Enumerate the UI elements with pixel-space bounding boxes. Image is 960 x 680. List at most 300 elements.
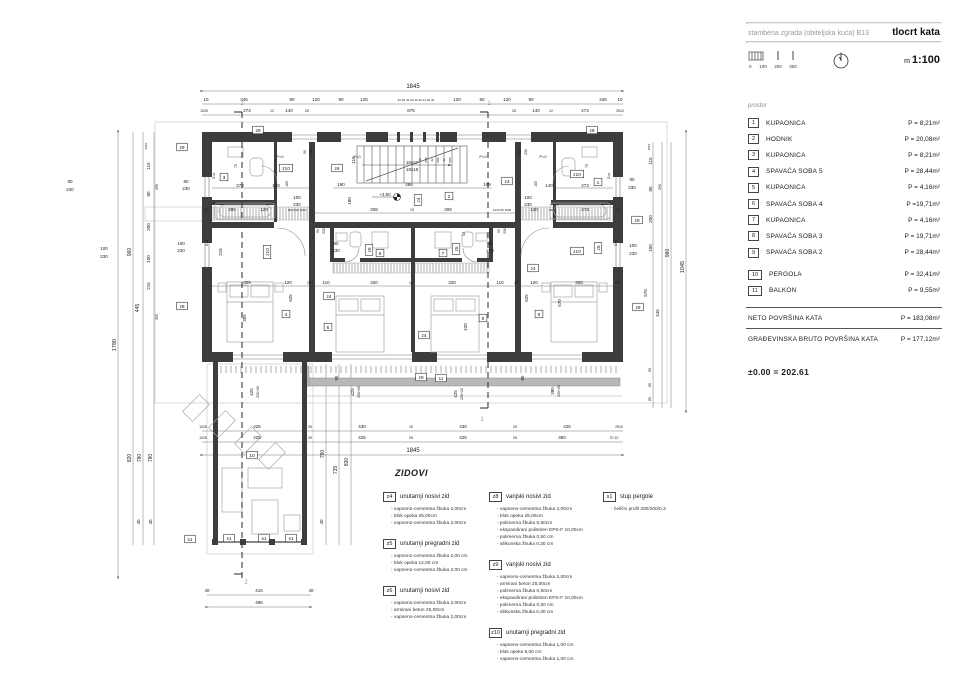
- dim-text: 52: [462, 232, 466, 236]
- dim-text: 165: [534, 181, 538, 187]
- room-tag-label: 2: [447, 194, 451, 200]
- wall-type-name: vanjski nosivi zid: [506, 494, 551, 500]
- dim-text: 25: [307, 281, 311, 285]
- room-area: P =19,71m²: [906, 200, 940, 208]
- dim-text: 486: [405, 182, 413, 187]
- dim-text: 215: [146, 282, 151, 290]
- dim-text: 25: [204, 208, 208, 212]
- dim-text: 115: [146, 162, 151, 170]
- dim-text: 100: [146, 255, 151, 263]
- dim-text: 230: [322, 228, 326, 234]
- wall-tag-label: z5: [596, 245, 602, 251]
- dim-text: 305: [243, 280, 251, 285]
- wall-tag: [177, 143, 188, 151]
- room-row: [746, 245, 942, 261]
- wall-tag-label: z9: [634, 218, 640, 224]
- dim-text: 1: [487, 101, 491, 107]
- dim-text: 230+20: [460, 388, 464, 400]
- room-area: P = 20,08m²: [904, 135, 940, 143]
- room-name: KUPAONICA: [766, 184, 806, 192]
- wall-type-item: [489, 628, 607, 663]
- room-name: SPAVAĆA SOBA 5: [766, 168, 823, 176]
- room-row: [746, 147, 942, 163]
- wall-tag-label: z8: [179, 304, 185, 310]
- room-tag-label: 9: [537, 312, 541, 318]
- wall-tag-label: z4: [530, 266, 536, 272]
- svg-text:0: 0: [749, 64, 752, 69]
- room-row: [746, 180, 942, 196]
- dim-text: 780: [320, 449, 326, 459]
- wall-layer: - vapneno-cementna žbuka 2,00cm: [391, 507, 467, 512]
- dim-text: 230: [309, 149, 313, 155]
- room-number-box: 9: [748, 248, 759, 258]
- dim-text: 90: [338, 97, 344, 102]
- dim-text: D=d: [607, 173, 611, 179]
- north-compass-icon: [832, 51, 850, 69]
- dim-text: 273: [581, 108, 589, 113]
- dim-text: 273: [581, 207, 589, 212]
- room-tag-label: 8: [481, 316, 485, 322]
- wall-tag-label: z9: [255, 128, 261, 134]
- dim-text: 445: [655, 309, 660, 317]
- wall-type-tag: z9: [489, 560, 502, 570]
- dim-text: 95: [334, 375, 339, 381]
- room-row: [746, 283, 942, 299]
- dim-text: 230: [66, 187, 74, 192]
- dim-text: 42: [430, 158, 434, 162]
- svg-text:300: 300: [789, 64, 797, 69]
- wall-layer: - blok opeka 8,00 cm: [497, 650, 542, 655]
- room-tag-label: 1: [596, 180, 600, 186]
- dim-text: 425: [453, 390, 458, 398]
- room-tag: [535, 310, 543, 318]
- dim-text: 120: [453, 97, 461, 102]
- dim-text: 308: [370, 207, 378, 212]
- wall-tag: [632, 216, 643, 224]
- dim-text: 10: [203, 97, 209, 102]
- room-tag-label: 11: [438, 376, 444, 382]
- wall-tag-label: z5: [367, 247, 373, 253]
- dim-text: 40: [148, 519, 153, 525]
- dim-text: +3.50: [379, 192, 391, 197]
- room-tag: [247, 451, 258, 459]
- dim-text: 320: [448, 280, 456, 285]
- wall-layer: - armirani beton 25,00cm: [391, 608, 445, 613]
- dim-text: 625: [288, 294, 293, 302]
- wall-layer: - ekspandirani polistiren EPS-F 10,00cm: [497, 528, 583, 533]
- dim-text: 42: [442, 158, 446, 162]
- room-area: P = 28,44m²: [904, 168, 940, 176]
- dim-text: 355: [242, 314, 247, 322]
- sheet-title: tlocrt kata: [892, 27, 940, 38]
- wall-layer: - vapneno-cementna žbuka 2,00 cm: [391, 568, 468, 573]
- project-name: stambena zgrada (obiteljska kuća) B13: [748, 30, 870, 37]
- dim-text: 25: [513, 436, 517, 440]
- dim-text: 40: [204, 588, 210, 593]
- wall-layer: - polimerna žbuka 0,50cm: [497, 521, 553, 526]
- wall-layer: - vapneno-cementna žbuka 2,00cm: [391, 521, 467, 526]
- room-area: P = 4,16m²: [908, 184, 940, 192]
- dim-text: 25: [409, 436, 413, 440]
- wall-type-item: [603, 492, 703, 513]
- room-tag: [376, 249, 384, 257]
- wall-tag: [633, 303, 644, 311]
- room-tag: [282, 310, 290, 318]
- dim-text: 625: [524, 294, 529, 302]
- dim-text: 15: [410, 208, 414, 212]
- wall-tag: [570, 170, 583, 178]
- dim-text: 1025: [199, 436, 207, 440]
- dim-text: 580: [436, 157, 440, 163]
- dim-text: 230: [629, 251, 637, 256]
- room-name: SPAVAĆA SOBA 4: [766, 200, 823, 208]
- wall-layer: - blok opeka 12,00 cm: [391, 561, 439, 566]
- neto-row: NETO POVRŠINA KATA P = 183,08m²: [746, 307, 942, 328]
- wall-type-item: [383, 492, 483, 527]
- room-tag: [324, 323, 332, 331]
- wall-type-tag: z6: [383, 586, 396, 596]
- wall-layer: - blok opeka 25,00cm: [391, 514, 437, 519]
- dim-text: 230+20: [557, 385, 561, 397]
- room-row: [746, 212, 942, 228]
- room-name: HODNIK: [766, 135, 793, 143]
- wall-tag-label: s1: [261, 536, 267, 542]
- dim-text: 115: [648, 157, 653, 165]
- dim-text: 90: [289, 97, 295, 102]
- room-number-box: 5: [748, 183, 759, 193]
- dim-text: 100: [293, 195, 301, 200]
- dim-text: 425: [249, 388, 254, 396]
- dim-text: 90: [497, 229, 501, 233]
- dim-text: 296: [155, 184, 159, 190]
- dim-text: D=d: [212, 173, 216, 179]
- dim-text: 570: [643, 289, 648, 297]
- dim-text: 230+20: [256, 386, 260, 398]
- dim-text: 15: [409, 425, 413, 429]
- dim-text: 960: [665, 248, 671, 258]
- dim-text: 12: [270, 109, 274, 113]
- dim-text: P=0: [353, 154, 361, 159]
- dim-text: 40: [136, 519, 141, 525]
- room-area: P = 19,71m²: [904, 232, 940, 240]
- dim-text: 230: [100, 254, 108, 259]
- dim-text: 80: [67, 179, 73, 184]
- dim-text: 120: [260, 207, 268, 212]
- dim-text: 735: [333, 465, 339, 475]
- walls-legend-title: ZIDOVI: [395, 468, 429, 478]
- dim-text: 40: [308, 588, 314, 593]
- dim-text: 570: [557, 299, 562, 307]
- room-area: P = 32,41m²: [904, 271, 940, 279]
- room-tag-label: 4: [284, 312, 288, 318]
- dim-text: 296: [658, 184, 662, 190]
- dim-text: 580: [424, 157, 428, 163]
- dim-text: 25: [615, 281, 619, 285]
- wall-tag: [528, 264, 539, 272]
- room-number-box: 6: [748, 199, 759, 209]
- dim-text: 100: [177, 241, 185, 246]
- dim-text: 1045: [680, 260, 686, 274]
- dim-text: 200: [146, 223, 151, 231]
- dim-text: 1845: [406, 84, 420, 90]
- wall-layer: - ekspandirani polistiren EPS-F 10,00cm: [497, 596, 583, 601]
- room-number-box: 2: [748, 134, 759, 144]
- dim-text: 495: [255, 600, 263, 605]
- room-tag: [439, 249, 447, 257]
- dim-text: 120: [503, 97, 511, 102]
- wall-type-item: [383, 539, 483, 574]
- dim-text: 308: [444, 207, 452, 212]
- dim-text: P=0: [539, 154, 547, 159]
- wall-tag-label: s1: [226, 536, 232, 542]
- dim-text: 2: [244, 580, 248, 586]
- dim-text: D=d: [614, 240, 618, 246]
- dim-text: 230: [182, 186, 190, 191]
- wall-layer: - blok opeka 25,00cm: [497, 514, 543, 519]
- room-name: SPAVAĆA SOBA 2: [766, 249, 823, 257]
- wall-tag: [279, 164, 292, 172]
- room-area: P = 9,55m²: [908, 287, 940, 295]
- dim-text: 425: [350, 388, 355, 396]
- dim-text: 140: [545, 183, 553, 188]
- dim-text: 180: [347, 197, 352, 205]
- dim-text: 25: [512, 109, 516, 113]
- dim-text: 85: [520, 375, 525, 381]
- dim-text: 15: [409, 281, 413, 285]
- room-name: KUPAONICA: [766, 151, 806, 159]
- dim-text: 90: [528, 97, 534, 102]
- wall-tag-label: z4: [326, 294, 332, 300]
- wall-tag: [502, 177, 513, 185]
- wall-tag-label: z6: [334, 166, 340, 172]
- wall-tag-label: z4: [416, 197, 422, 203]
- wall-tag-label: z8: [635, 305, 641, 311]
- wall-type-name: stup pergole: [620, 494, 654, 500]
- room-number-box: 3: [748, 150, 759, 160]
- wall-tag: [332, 164, 343, 172]
- dim-text: 110: [496, 280, 504, 285]
- dim-text: 875: [407, 108, 415, 113]
- svg-text:200: 200: [774, 64, 782, 69]
- dim-text: 25: [308, 425, 312, 429]
- dim-text: 100: [648, 244, 653, 252]
- dim-text: 2: [240, 101, 244, 107]
- dim-text: 425: [563, 424, 571, 429]
- dim-text: 190: [337, 182, 345, 187]
- room-tag: [220, 173, 228, 181]
- dim-text: 75: [585, 164, 589, 168]
- dim-text: 1025: [199, 425, 207, 429]
- dim-text: 90: [479, 97, 485, 102]
- dim-text: 425: [459, 435, 467, 440]
- wall-tag-label: s1: [187, 537, 193, 543]
- dim-text: 2510 90 1012: [287, 208, 307, 212]
- dim-text: 90: [316, 229, 320, 233]
- room-tag: [436, 374, 447, 382]
- scale-text: m 1:100: [904, 54, 940, 66]
- wall-tag-label: z5: [454, 246, 460, 252]
- wall-tag-label: z4: [504, 179, 510, 185]
- dim-text: 2510: [144, 142, 148, 150]
- bruto-row: GRAĐEVINSKA BRUTO POVRŠINA KATA P = 177,12m²: [746, 328, 942, 349]
- room-row: [746, 228, 942, 244]
- wall-layer: - vapneno-cementna žbuka 1,00 cm: [497, 657, 574, 662]
- room-name: BALKON: [769, 287, 797, 295]
- wall-layer: - čelični profil 200/200/0,3: [611, 507, 666, 512]
- dim-text: 430: [358, 424, 366, 429]
- dim-text: 273: [581, 183, 589, 188]
- dim-text: 1527: [548, 208, 556, 212]
- dim-text: 140: [285, 108, 293, 113]
- wall-tag-label: z9: [179, 145, 185, 151]
- wall-tag: [253, 126, 264, 134]
- dim-text: 1: [480, 417, 484, 423]
- dim-text: 830: [344, 457, 350, 467]
- room-tag: [594, 178, 602, 186]
- dim-text: 90: [303, 150, 307, 154]
- wall-tag: [263, 245, 271, 258]
- dim-text: 380: [550, 387, 555, 395]
- room-tag-label: 3: [222, 175, 226, 181]
- dim-text: 100: [100, 246, 108, 251]
- dim-text: 290: [228, 207, 236, 212]
- dim-text: 140: [272, 183, 280, 188]
- wall-tag: [587, 126, 598, 134]
- dim-text: 780: [148, 453, 154, 463]
- dim-text: 320: [370, 280, 378, 285]
- wall-tag: [224, 534, 235, 542]
- dim-text: 120: [530, 207, 538, 212]
- dim-text: 2510: [647, 143, 651, 151]
- room-row: [746, 131, 942, 147]
- wall-type-name: unutarnji pregradni zid: [400, 541, 460, 547]
- svg-text:100: 100: [759, 64, 767, 69]
- wall-type-tag: z5: [383, 539, 396, 549]
- dim-text: 25: [615, 208, 619, 212]
- wall-layer: - vapneno-cementna žbuka 2,00cm: [391, 601, 467, 606]
- dim-text: 80: [333, 241, 339, 246]
- dim-text: 115: [351, 156, 356, 164]
- dim-text: 80: [629, 177, 635, 182]
- wall-type-name: unutarnji nosivi zid: [400, 494, 450, 500]
- rooms-table: [746, 103, 942, 377]
- room-tag-label: 7: [441, 251, 445, 257]
- room-row: [746, 196, 942, 212]
- dim-text: 80: [146, 191, 151, 197]
- dim-text: 345: [240, 97, 248, 102]
- room-name: SPAVAĆA SOBA 3: [766, 232, 823, 240]
- wall-layer: - silikonska žbuka 0,30 cm: [497, 610, 554, 615]
- wall-tag-label: z10: [573, 172, 581, 178]
- dim-text: 420: [463, 323, 468, 331]
- dim-text: 18x27: [405, 160, 419, 165]
- room-area: P = 8,21m²: [908, 119, 940, 127]
- dim-text: 1780: [112, 338, 118, 352]
- room-row: [746, 164, 942, 180]
- room-area: P = 28,44m²: [904, 249, 940, 257]
- dim-text: 345: [599, 97, 607, 102]
- dim-text: 80: [183, 179, 189, 184]
- dim-text: 199: [483, 182, 491, 187]
- datum-level-note: ±0.00 = 202.61: [748, 367, 810, 378]
- wall-tag: [185, 535, 196, 543]
- room-number-box: 7: [748, 215, 759, 225]
- room-area: P = 8,21m²: [908, 151, 940, 159]
- wall-type-tag: z8: [489, 492, 502, 502]
- dim-text: 125: [360, 97, 368, 102]
- room-tag: [479, 314, 487, 322]
- dim-text: 120: [312, 97, 320, 102]
- dim-text: 230+20: [357, 386, 361, 398]
- dim-text: 165: [285, 181, 289, 187]
- dim-text: 25: [513, 425, 517, 429]
- wall-tag: [416, 373, 427, 381]
- wall-type-tag: z4: [383, 492, 396, 502]
- wall-tag: [259, 534, 270, 542]
- dim-text: 230: [332, 248, 340, 253]
- rooms-table-header: prostor: [748, 103, 767, 109]
- dim-text: 80: [648, 186, 653, 192]
- room-number-box: 11: [748, 286, 762, 296]
- dim-text: 273: [243, 108, 251, 113]
- wall-tag-label: z4: [421, 333, 427, 339]
- dim-text: 25: [308, 436, 312, 440]
- wall-tag: [570, 247, 583, 255]
- wall-tag: [365, 245, 373, 256]
- dim-text: 425: [253, 435, 261, 440]
- dim-text: P=0: [276, 154, 284, 159]
- wall-type-tag: z10: [489, 628, 502, 638]
- wall-type-name: unutarnji nosivi zid: [400, 588, 450, 594]
- dim-text: 120: [284, 280, 292, 285]
- dim-text: 415: [255, 588, 263, 593]
- dim-text: 305: [575, 280, 583, 285]
- wall-type-name: vanjski nosivi zid: [506, 562, 551, 568]
- room-number-box: 4: [748, 167, 759, 177]
- room-name: KUPAONICA: [766, 216, 806, 224]
- room-row: [746, 267, 942, 283]
- wall-layer: - polimerna žbuka 0,50cm: [497, 589, 553, 594]
- dim-text: 580: [448, 157, 452, 163]
- title-block: [746, 22, 942, 377]
- dim-text: 80: [487, 241, 493, 246]
- dim-text: 380: [558, 435, 566, 440]
- dim-text: 85: [648, 397, 652, 401]
- dim-text: 445: [135, 303, 141, 313]
- dim-text: 960: [127, 247, 133, 257]
- dim-text: 230: [628, 185, 636, 190]
- dim-text: 230: [503, 228, 507, 234]
- wall-tag-label: z10: [573, 249, 581, 255]
- dim-text: 85: [648, 368, 652, 372]
- dim-text: 12: [549, 109, 553, 113]
- dim-text: 42: [418, 158, 422, 162]
- dim-text: 140: [532, 108, 540, 113]
- wall-layer: - polimerna žbuka 0,50 cm: [497, 603, 554, 608]
- dim-text: 110: [322, 280, 330, 285]
- dim-text: 1845: [406, 448, 420, 454]
- dim-text: 90: [518, 150, 522, 154]
- room-area: P = 4,16m²: [908, 216, 940, 224]
- wall-tag: [324, 292, 335, 300]
- wall-tag: [177, 302, 188, 310]
- dim-text: 230: [524, 149, 528, 155]
- dim-text: 2510: [616, 109, 624, 113]
- wall-type-item: [489, 560, 607, 616]
- wall-type-item: [383, 586, 483, 621]
- dim-text: 200: [648, 215, 653, 223]
- dim-text: 40: [319, 519, 324, 525]
